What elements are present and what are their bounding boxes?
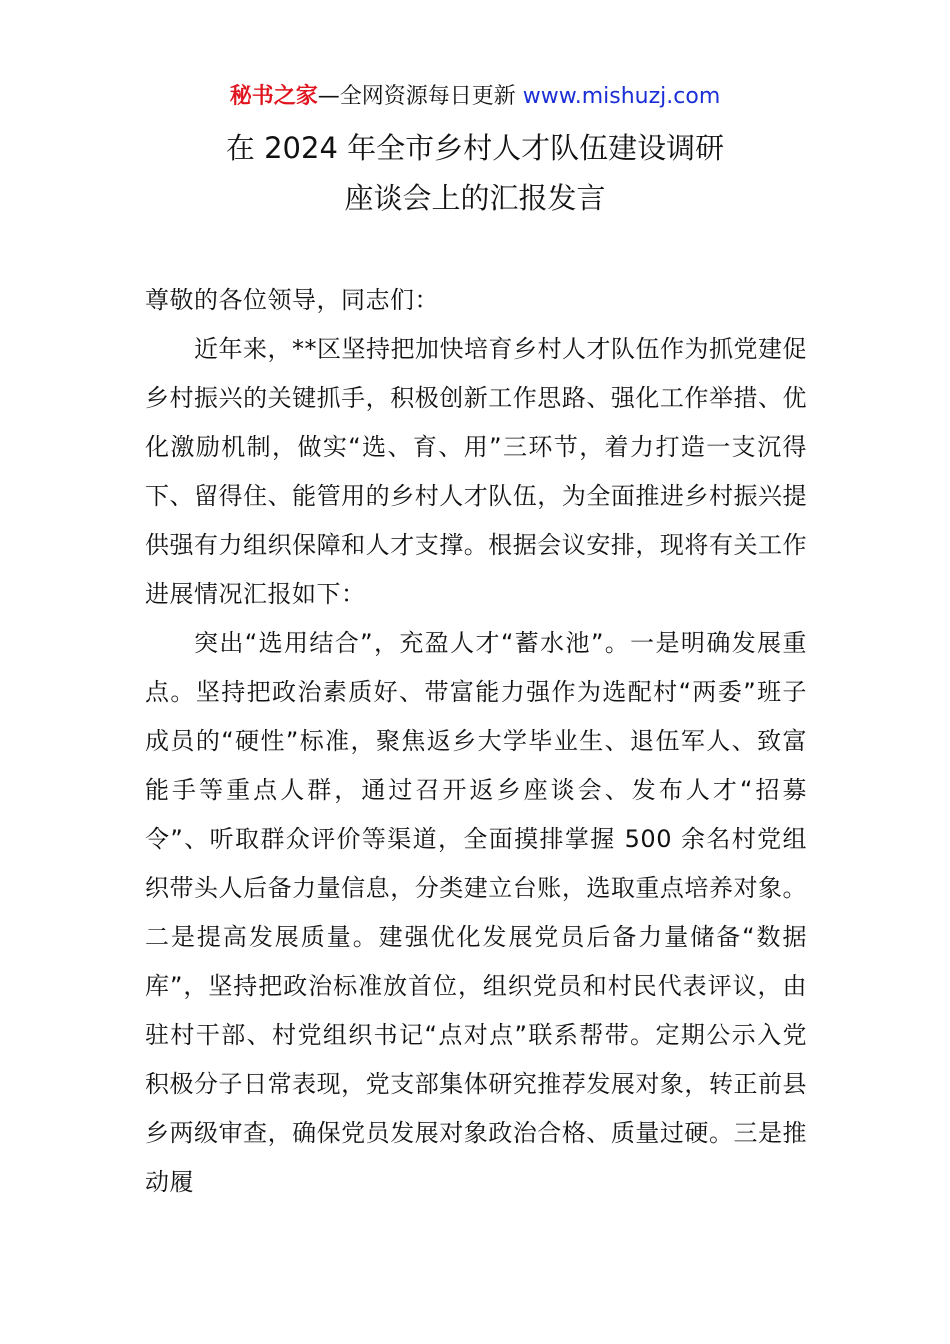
document-title-line-2: 座谈会上的汇报发言	[344, 181, 606, 215]
header-tagline: —全网资源每日更新	[317, 84, 523, 109]
brand-name: 秘书之家	[229, 84, 318, 109]
paragraph-intro: 近年来，**区坚持把加快培育乡村人才队伍作为抓党建促乡村振兴的关键抓手，积极创新工作思路、强化工作举措、优化激励机制，做实“选、育、用”三环节，着力打造一支沉得下、留得住、能管用的乡村人才队伍，为全面推进乡村振兴提供强有力组织保障和人才支撑。根据会议安排，现将有关工作进展情况汇报如下：	[145, 335, 807, 608]
paragraph-section-1: 突出“选用结合”，充盈人才“蓄水池”。一是明确发展重点。坚持把政治素质好、带富能力强作为选配村“两委”班子成员的“硬性”标准，聚焦返乡大学毕业生、退伍军人、致富能手等重点人群，通过召开返乡座谈会、发布人才“招募令”、听取群众评价等渠道，全面摸排掌握 500 余名村党组织带头人后备力量信息，分类建立台账，选取重点培养对象。二是提高发展质量。建强优化发展党员后备力量储备“数据库”，坚持把政治标准放首位，组织党员和村民代表评议，由驻村干部、村党组织书记“点对点”联系帮带。定期公示入党积极分子日常表现，党支部集体研究推荐发展对象，转正前县乡两级审查，确保党员发展对象政治合格、质量过硬。三是推动履	[145, 629, 807, 1196]
site-header	[0, 80, 950, 114]
document-body	[145, 276, 807, 1207]
site-url-link[interactable]: www.mishuzj.com	[522, 84, 721, 109]
salutation: 尊敬的各位领导，同志们：	[145, 286, 439, 314]
document-title-line-1: 在 2024 年全市乡村人才队伍建设调研	[225, 131, 725, 165]
